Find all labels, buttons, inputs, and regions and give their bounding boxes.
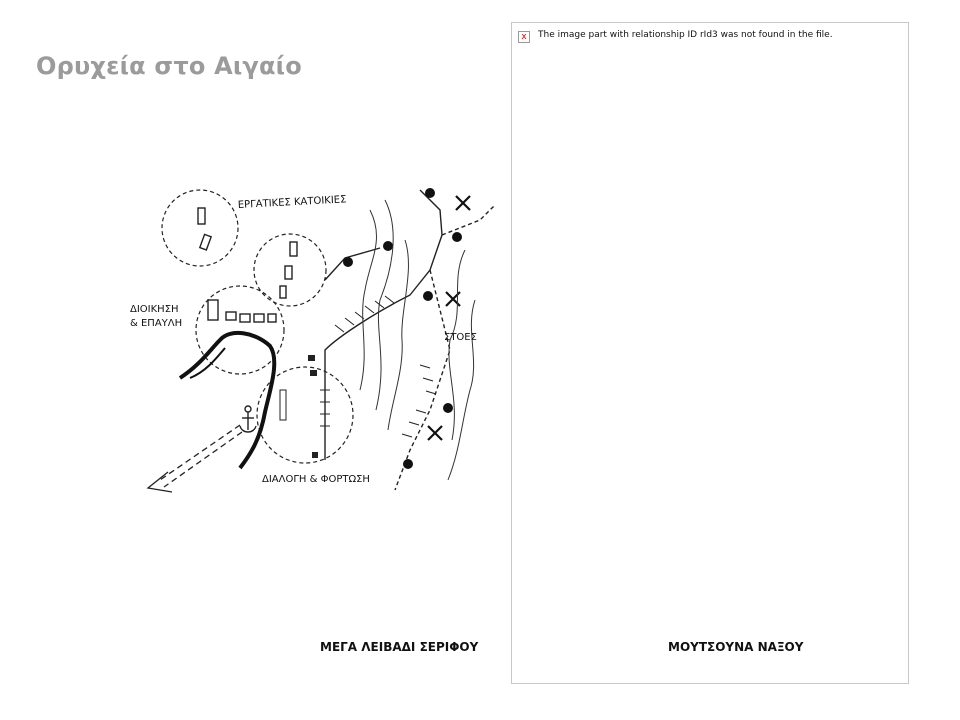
house-block bbox=[200, 234, 211, 250]
broken-image-icon: x bbox=[518, 31, 530, 43]
label-galleries: ΣΤΟΕΣ bbox=[444, 332, 477, 343]
admin-block bbox=[254, 314, 264, 322]
label-admin-1: ΔΙΟΙΚΗΣΗ bbox=[130, 304, 179, 315]
pickaxe-icon bbox=[456, 196, 470, 210]
mine-entrance bbox=[425, 188, 435, 198]
mine-entrance bbox=[443, 403, 453, 413]
dump-marker bbox=[280, 390, 286, 420]
mine-entrance bbox=[423, 291, 433, 301]
mine-entrance bbox=[383, 241, 393, 251]
mine-entrance bbox=[343, 257, 353, 267]
label-workers-housing: ΕΡΓΑΤΙΚΕΣ ΚΑΤΟΙΚΙΕΣ bbox=[237, 194, 347, 211]
admin-circle bbox=[196, 286, 284, 374]
missing-image-placeholder bbox=[511, 22, 909, 684]
house-block bbox=[290, 242, 297, 256]
label-sorting-loading: ΔΙΑΛΟΓΗ & ΦΟΡΤΩΣΗ bbox=[262, 474, 370, 485]
house-block bbox=[285, 266, 292, 279]
housing-circle-1 bbox=[162, 190, 238, 266]
label-admin-2: & ΕΠΑΥΛΗ bbox=[130, 318, 183, 329]
house-block bbox=[280, 286, 286, 298]
broken-image-message: The image part with relationship ID rId3 was not found in the file. bbox=[538, 30, 833, 40]
dump-marker bbox=[312, 452, 318, 458]
pickaxe-icon bbox=[428, 426, 442, 440]
anchor-icon bbox=[240, 406, 256, 432]
export-arrow bbox=[148, 425, 242, 492]
mine-entrance bbox=[403, 459, 413, 469]
slide-title: Ορυχεία στο Αιγαίο bbox=[36, 52, 302, 80]
dump-marker bbox=[308, 355, 315, 361]
admin-block bbox=[226, 312, 236, 320]
mine-entrance bbox=[452, 232, 462, 242]
serifos-mine-sketch bbox=[130, 150, 510, 520]
admin-block bbox=[208, 300, 218, 320]
admin-block bbox=[268, 314, 276, 322]
caption-moutsouna: ΜΟΥΤΣΟΥΝΑ ΝΑΞΟΥ bbox=[668, 640, 804, 654]
admin-block bbox=[240, 314, 250, 322]
shoreline bbox=[180, 333, 274, 468]
house-block bbox=[198, 208, 205, 224]
caption-megalo-livadi: ΜΕΓΑ ΛΕΙΒΑΔΙ ΣΕΡΙΦΟΥ bbox=[320, 640, 479, 654]
dump-marker bbox=[310, 370, 317, 376]
rail-ticks bbox=[320, 296, 436, 437]
